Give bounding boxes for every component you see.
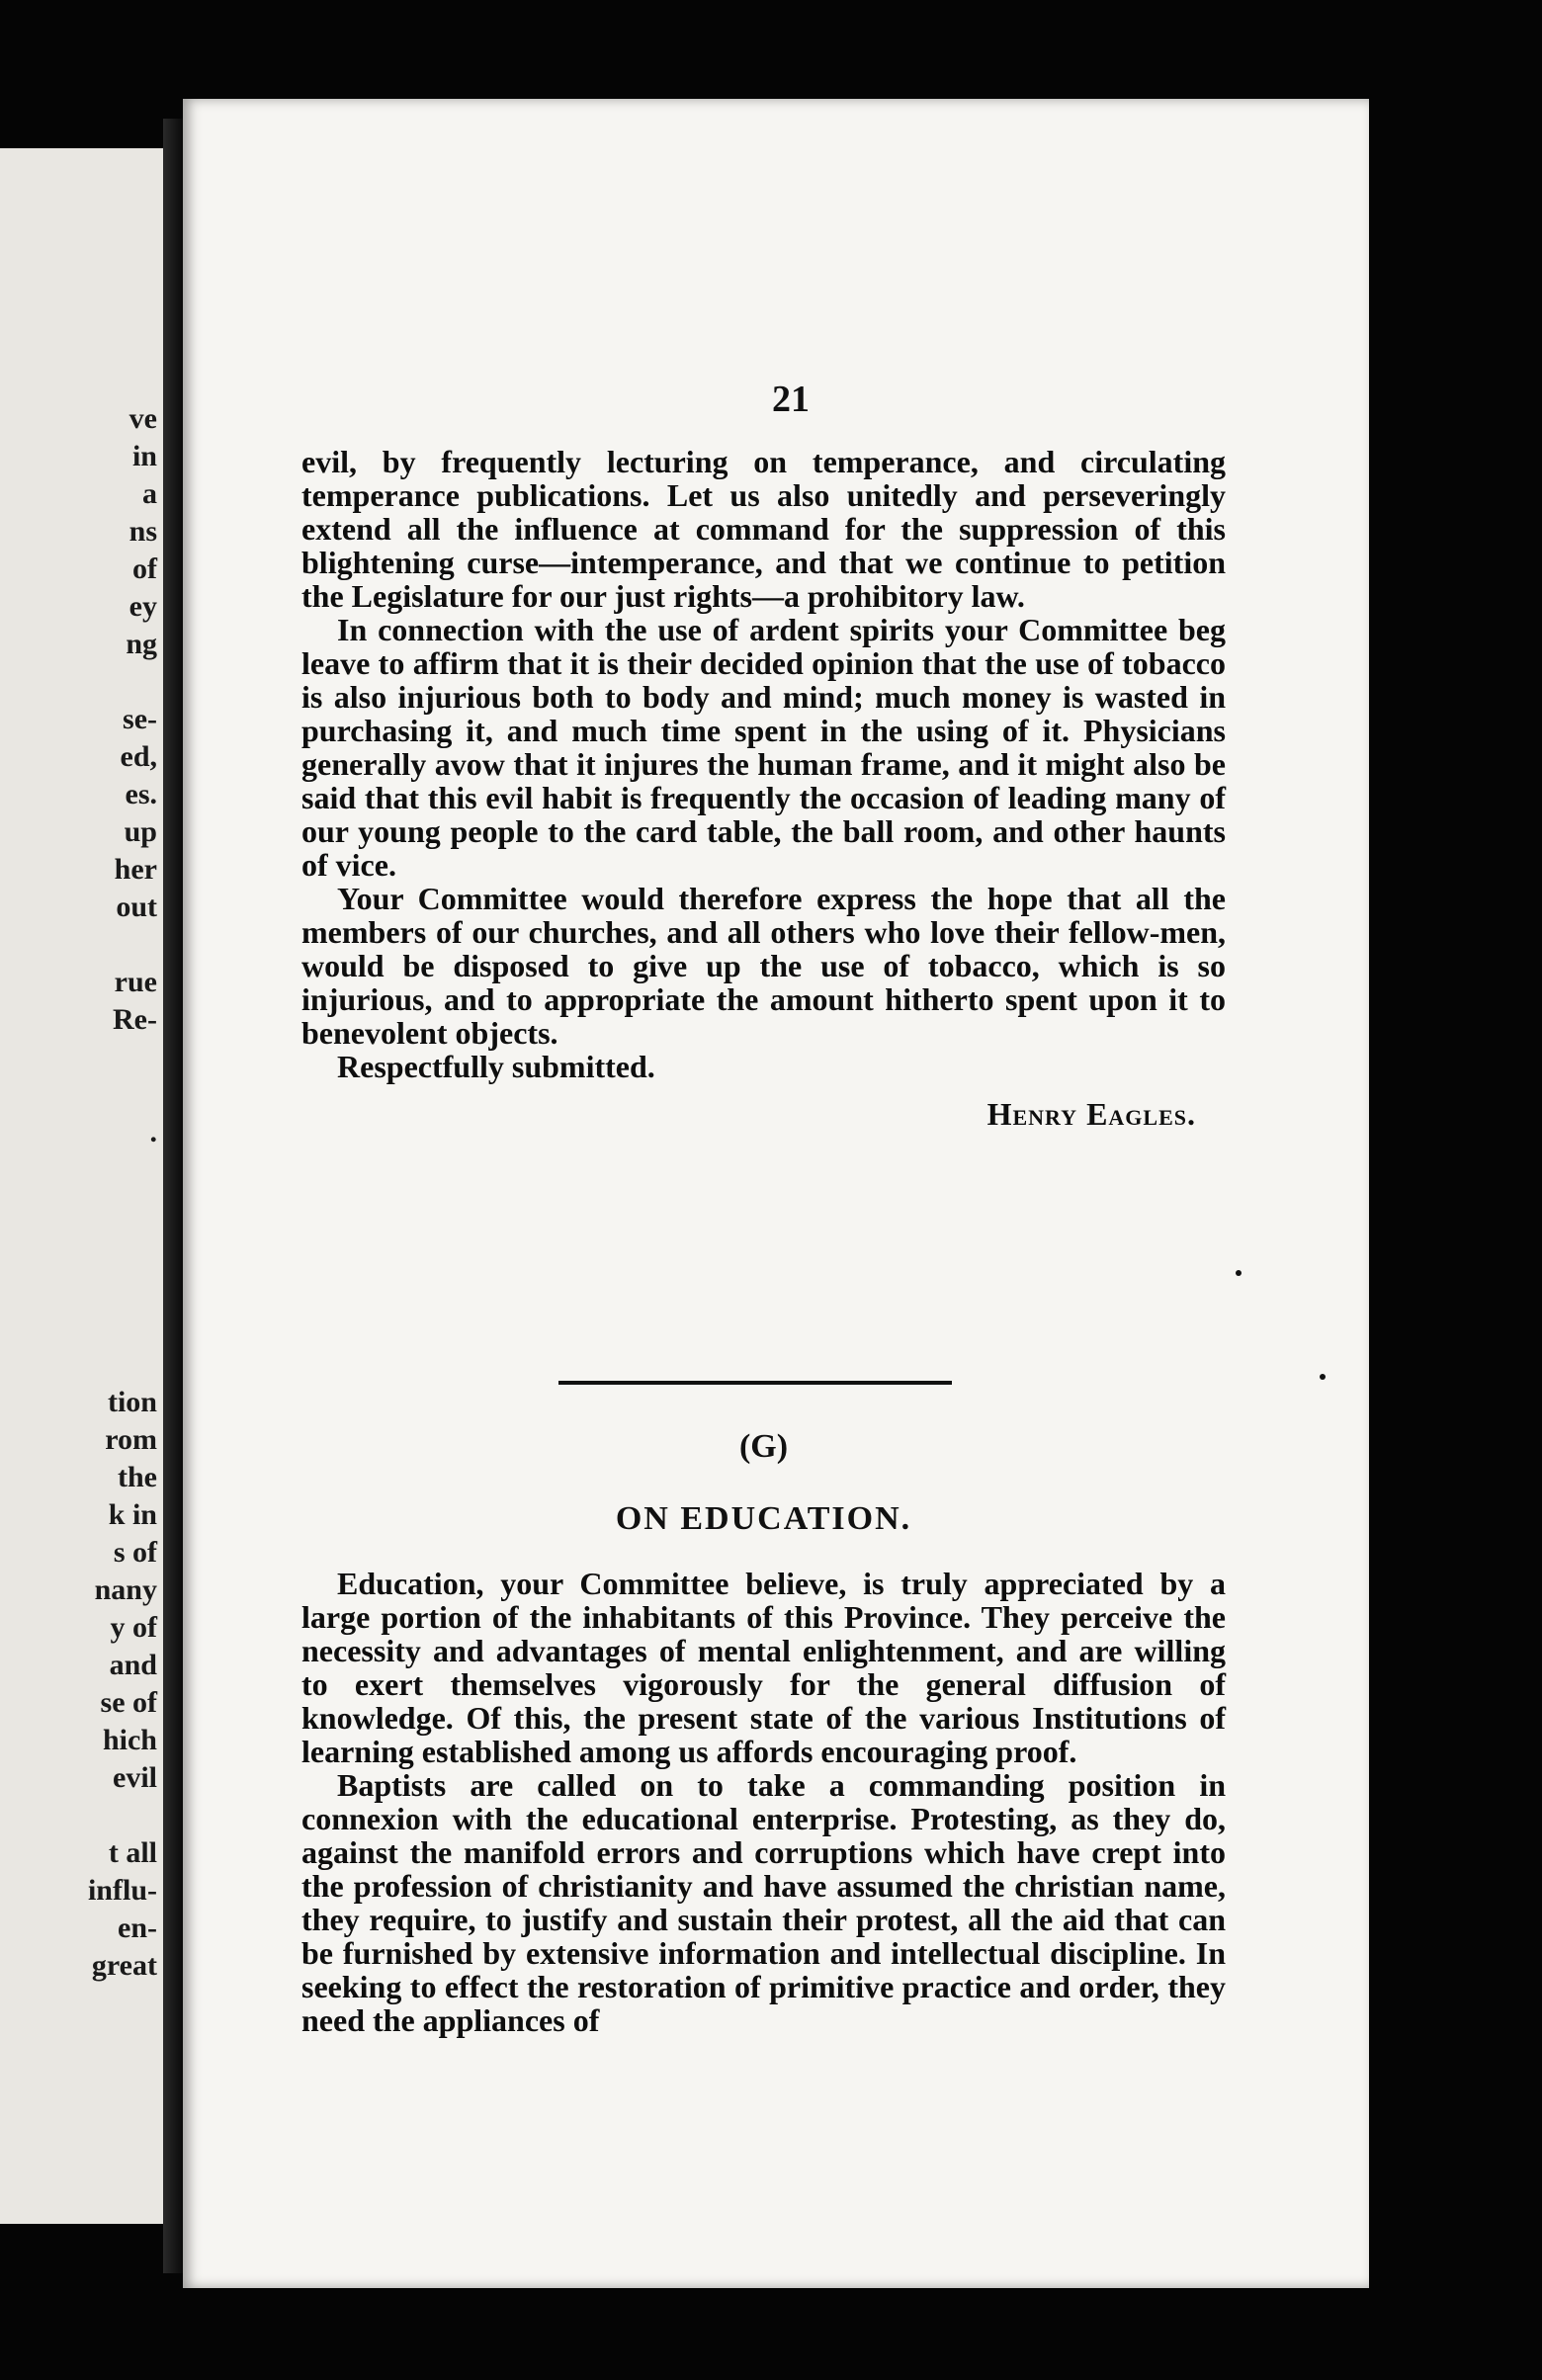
paragraph: In connection with the use of ardent spirits your Committee beg leave to affirm that it is their decided opinion that the use of tobacco is also injurious both to body and mind; much money is wasted in purchasing it, and much time spent in the using of it. Physicians generally avow that it injures the human frame, and it might also be said that this evil habit is frequently the occasion of leading many of our young people to the card table, the ball room, and other haunts of vice. bbox=[301, 612, 1226, 883]
ink-speck bbox=[1236, 1270, 1242, 1276]
left-fragment: rue bbox=[114, 966, 157, 998]
left-fragment: en- bbox=[118, 1912, 157, 1944]
left-fragment: great bbox=[91, 1949, 157, 1982]
left-fragment: t all bbox=[108, 1836, 157, 1869]
paragraph: evil, by frequently lecturing on temperance, and circulating temperance publications. Let us also unitedly and perseveringly extend all the influence at command for the suppression of this blightening curse—intemperance, and that we continue to petition the Legislature for our just rights—a prohibitory law. bbox=[301, 444, 1226, 614]
left-fragment bbox=[0, 663, 163, 701]
left-fragment: ey bbox=[128, 590, 157, 623]
paragraph: Education, your Committee believe, is truly appreciated by a large portion of the inhabitants of this Province. They perceive the necessity and advantages of mental enlightenment, and are willing to exert themselves vigorously for the general diffusion of knowledge. Of this, the present state of the various Institutions of learning established among us affords encouraging proof. bbox=[301, 1566, 1226, 1769]
page-number: 21 bbox=[772, 379, 810, 420]
left-fragment bbox=[0, 926, 163, 964]
left-fragment: ed, bbox=[120, 740, 157, 773]
left-fragment: k in bbox=[108, 1498, 157, 1531]
left-fragment: nany bbox=[94, 1573, 157, 1606]
left-fragment bbox=[0, 1797, 163, 1834]
left-fragment: y of bbox=[110, 1611, 157, 1644]
left-fragment: es. bbox=[125, 778, 157, 810]
left-fragment: evil bbox=[113, 1761, 157, 1794]
left-fragment: of bbox=[132, 552, 157, 585]
left-fragment: and bbox=[109, 1649, 157, 1681]
section-title: ON EDUCATION. bbox=[615, 1500, 912, 1537]
ink-speck bbox=[1320, 1374, 1326, 1380]
left-fragment: ng bbox=[126, 628, 157, 660]
left-fragment: se of bbox=[100, 1686, 157, 1719]
paragraph: Your Committee would therefore express the hope that all the members of our churches, and all others who love their fellow-men, would be disposed to give up the use of tobacco, which is so injurious, and to appropriate the amount hitherto spent upon it to benevolent objects. bbox=[301, 881, 1226, 1051]
left-fragment: hich bbox=[102, 1724, 157, 1756]
left-fragment: Re- bbox=[113, 1003, 157, 1036]
left-fragment: ns bbox=[128, 515, 157, 548]
section-label: (G) bbox=[738, 1428, 789, 1465]
left-fragment: in bbox=[131, 440, 157, 472]
page bbox=[183, 99, 1369, 2288]
left-fragment: rom bbox=[105, 1423, 157, 1456]
left-fragment: ve bbox=[128, 402, 157, 435]
left-fragments-bottom bbox=[0, 1384, 163, 1985]
left-fragment: her bbox=[114, 853, 157, 886]
left-fragment: up bbox=[124, 815, 157, 848]
previous-page-edge bbox=[0, 148, 163, 2224]
left-fragment: influ- bbox=[87, 1874, 157, 1907]
section-divider bbox=[558, 1381, 952, 1385]
left-fragment bbox=[0, 1076, 163, 1114]
signature: Henry Eagles. bbox=[986, 1096, 1196, 1132]
left-fragment: s of bbox=[113, 1536, 157, 1569]
upper-text-block bbox=[301, 445, 1226, 1131]
left-fragments-top bbox=[0, 400, 163, 1151]
left-fragment: a bbox=[142, 477, 157, 510]
lower-text-block bbox=[301, 1567, 1226, 2037]
paragraph: Respectfully submitted. bbox=[337, 1049, 655, 1084]
left-fragment: out bbox=[116, 891, 157, 923]
left-fragment: the bbox=[118, 1461, 157, 1493]
left-fragment: se- bbox=[123, 703, 157, 735]
paragraph: Baptists are called on to take a commanding position in connexion with the educational enterprise. Protesting, as they do, against the manifold errors and corruptions which have crept into the profession of christianity and have assumed the christian name, they require, to justify and sustain their protest, all the aid that can be furnished by extensive information and intellectual discipline. In seeking to effect the restoration of primitive practice and order, they need the appliances of bbox=[301, 1767, 1226, 2038]
left-fragment: tion bbox=[107, 1386, 157, 1418]
left-fragment bbox=[0, 1039, 163, 1076]
left-fragment: . bbox=[149, 1116, 157, 1148]
book-gutter bbox=[163, 119, 183, 2273]
